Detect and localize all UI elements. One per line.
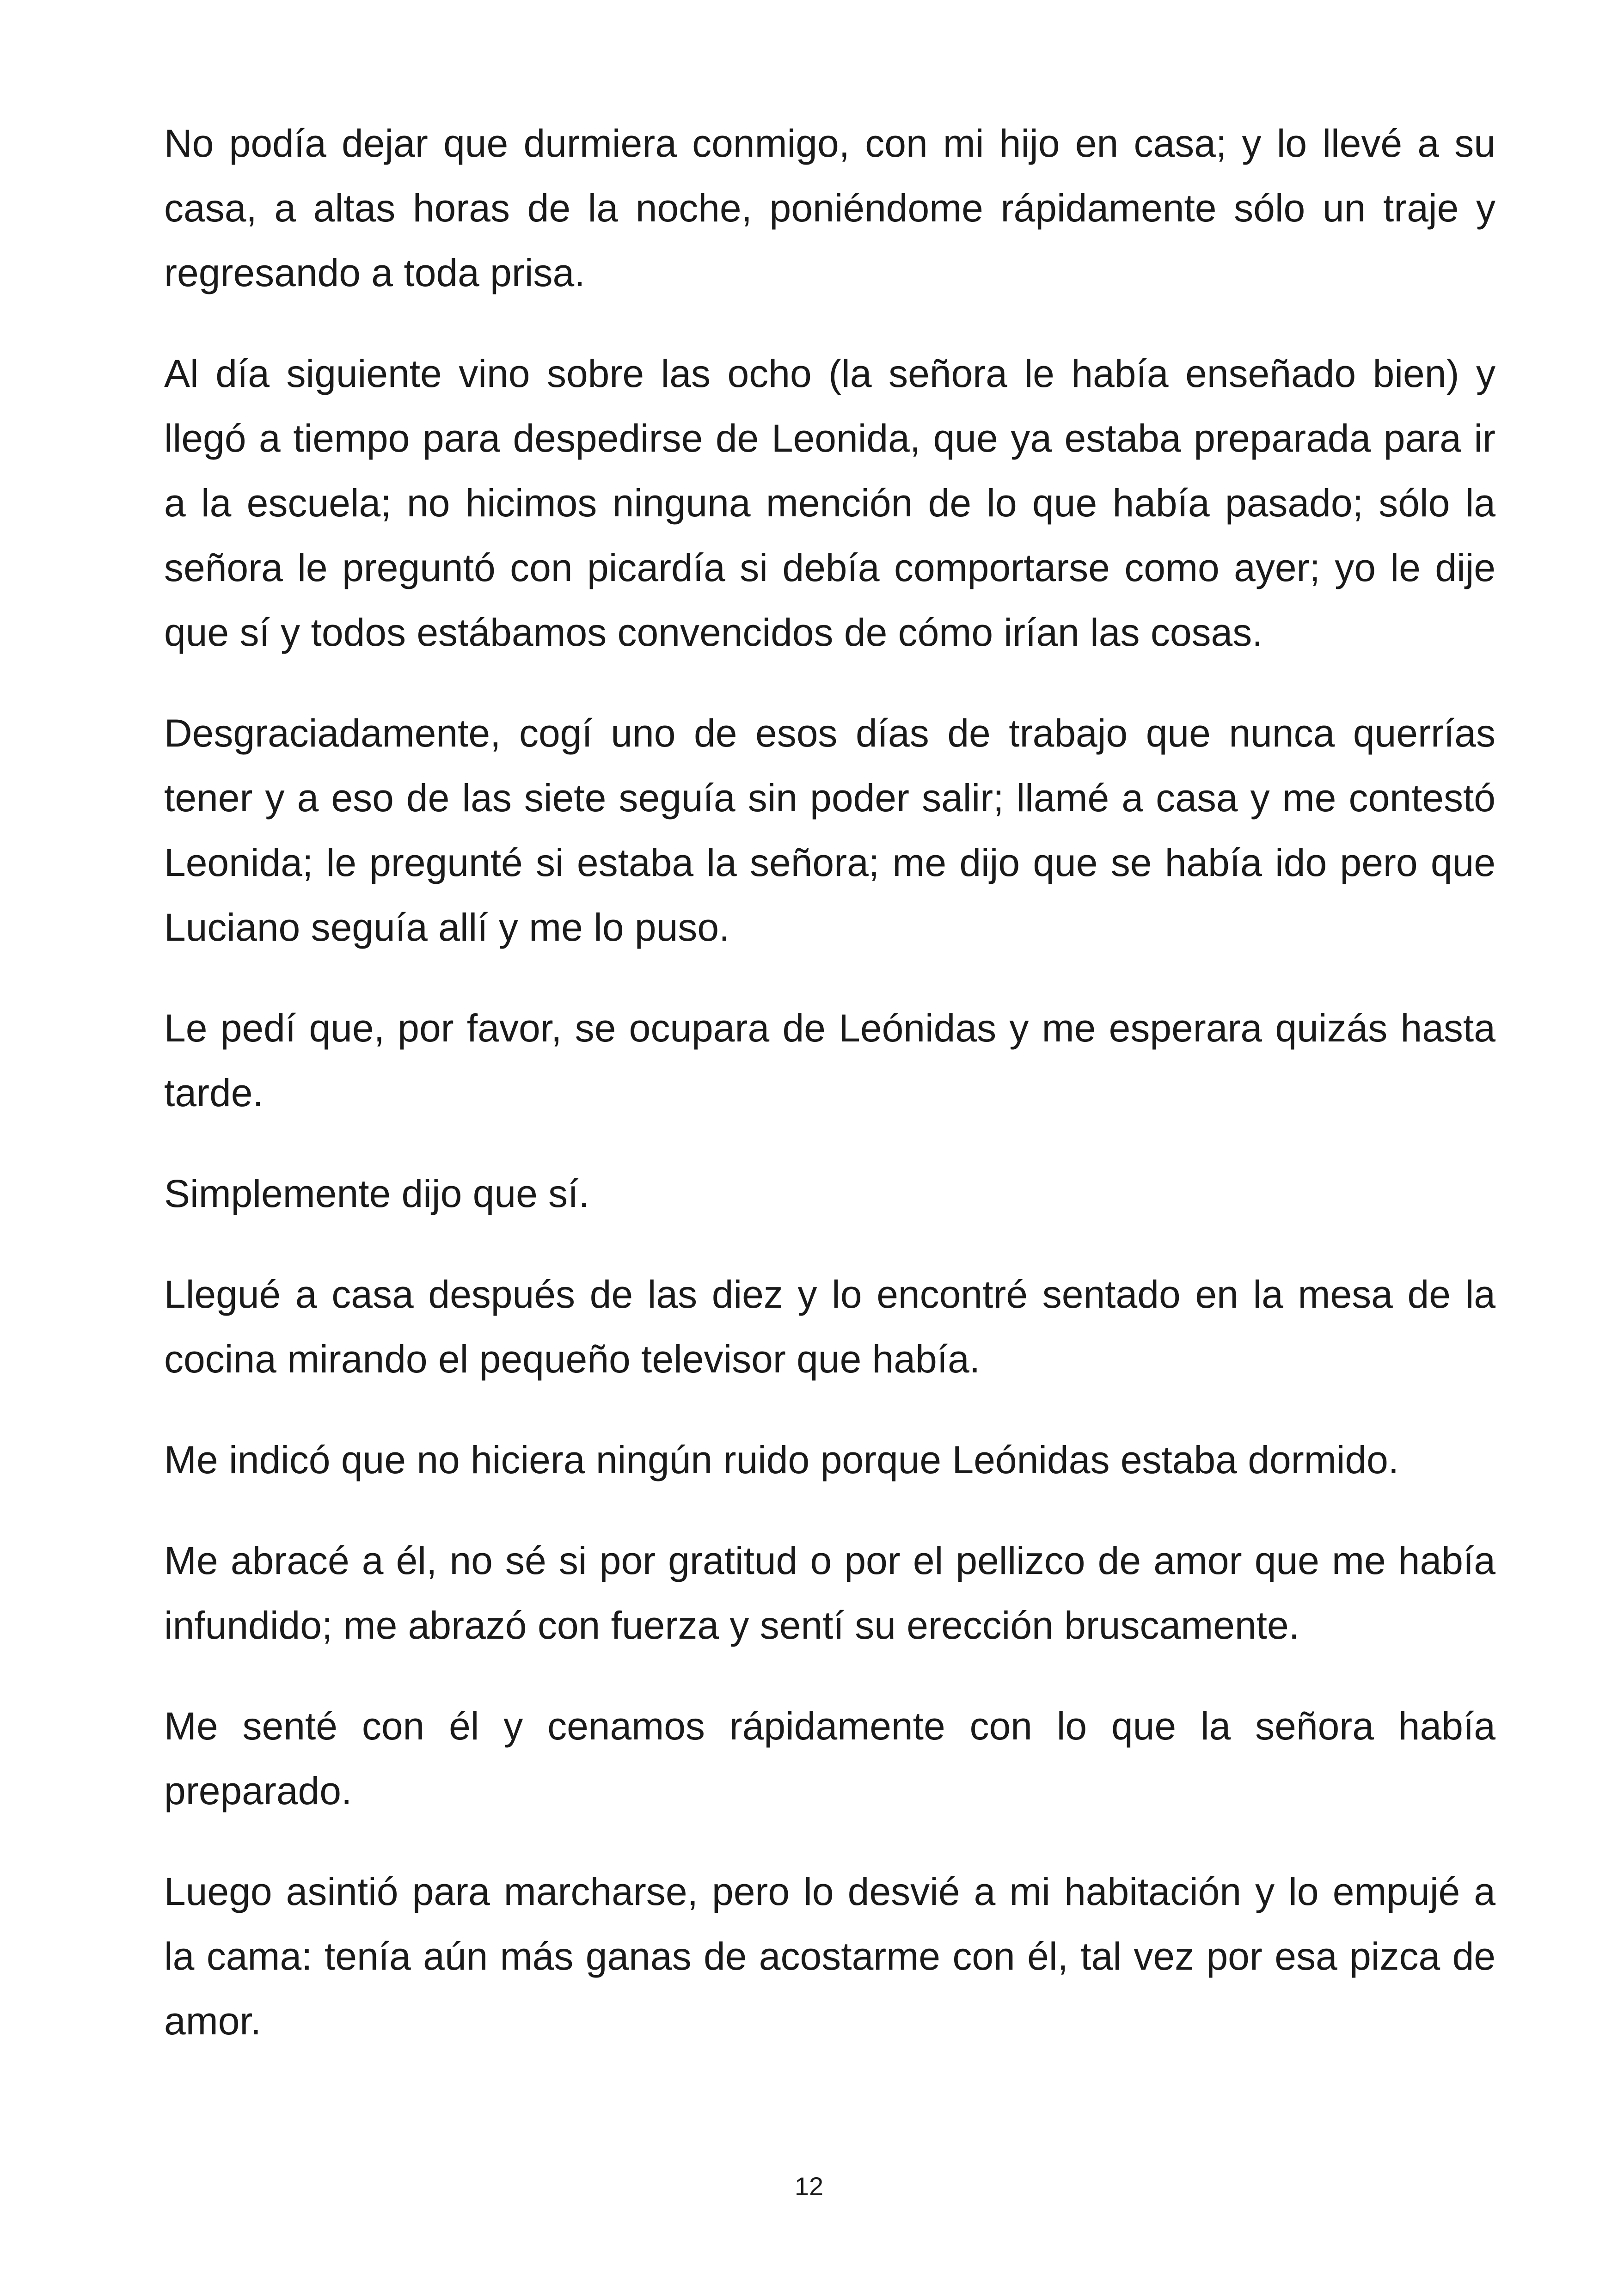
paragraph: Luego asintió para marcharse, pero lo desvié a mi habitación y lo empujé a la cama: tenía aún más ganas de acostarme con él, tal vez por esa pizca de amor. xyxy=(164,1870,1495,2043)
paragraph: Llegué a casa después de las diez y lo encontré sentado en la mesa de la cocina mirando el pequeño televisor que había. xyxy=(164,1273,1495,1381)
paragraph: Me senté con él y cenamos rápidamente con lo que la señora había preparado. xyxy=(164,1704,1495,1812)
paragraph: Desgraciadamente, cogí uno de esos días de trabajo que nunca querrías tener y a eso de las siete seguía sin poder salir; llamé a casa y me contestó Leonida; le pregunté si estaba la señora; me dijo que se había ido pero que Luciano seguía allí y me lo puso. xyxy=(164,711,1495,949)
paragraph: Le pedí que, por favor, se ocupara de Leónidas y me esperara quizás hasta tarde. xyxy=(164,1006,1495,1114)
paragraph: Me indicó que no hiciera ningún ruido porque Leónidas estaba dormido. xyxy=(164,1438,1399,1482)
paragraph: Me abracé a él, no sé si por gratitud o por el pellizco de amor que me había infundido; me abrazó con fuerza y sentí su erección bruscamente. xyxy=(164,1539,1495,1647)
paragraph: Al día siguiente vino sobre las ocho (la señora le había enseñado bien) y llegó a tiempo para despedirse de Leonida, que ya estaba preparada para ir a la escuela; no hicimos ninguna mención de lo que había pasado; sólo la señora le preguntó con picardía si debía comportarse como ayer; yo le dije que sí y todos estábamos convencidos de cómo irían las cosas. xyxy=(164,352,1495,654)
paragraph: No podía dejar que durmiera conmigo, con mi hijo en casa; y lo llevé a su casa, a altas horas de la noche, poniéndome rápidamente sólo un traje y regresando a toda prisa. xyxy=(164,122,1495,294)
page-number: 12 xyxy=(794,2172,824,2201)
body-text xyxy=(164,111,1495,2089)
paragraph: Simplemente dijo que sí. xyxy=(164,1172,589,1215)
